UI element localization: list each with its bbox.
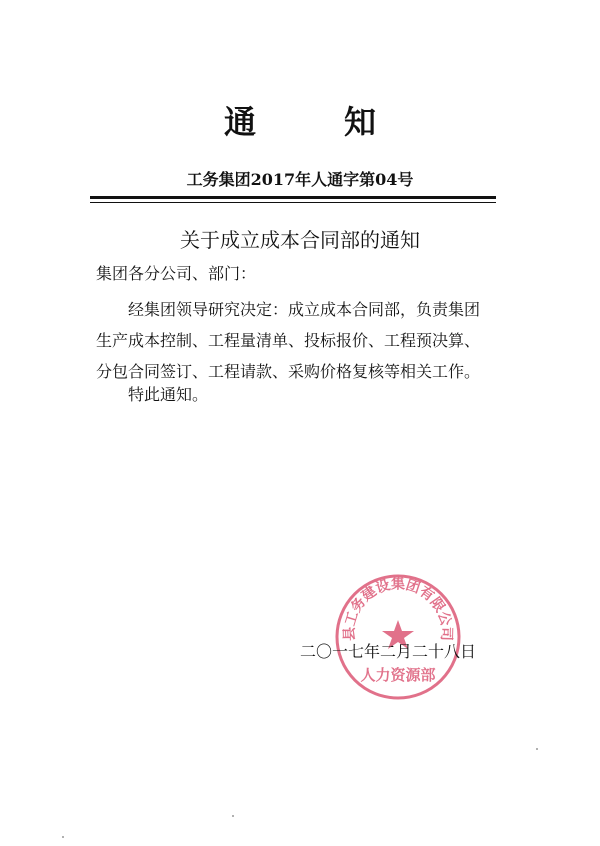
body-line: 生产成本控制、工程量清单、投标报价、工程预决算、 <box>96 331 481 350</box>
scan-speck <box>62 836 64 838</box>
seal-inner-text: 人力资源部 <box>360 666 436 684</box>
body-line: 分包合同签订、工程请款、采购价格复核等相关工作。 <box>96 362 481 381</box>
official-seal <box>333 572 463 702</box>
scan-speck <box>536 748 538 750</box>
addressee: 集团各分公司、部门： <box>96 264 257 283</box>
header-rule-thick <box>90 196 496 199</box>
closing-text: 特此通知。 <box>128 385 209 404</box>
notice-body <box>96 294 500 387</box>
document-title: 通知 <box>223 103 464 141</box>
body-line: 经集团领导研究决定：成立成本合同部，负责集团 <box>128 300 481 319</box>
scan-speck <box>232 815 234 817</box>
seal-outer-text: 县工务建设集团有限公司 <box>341 576 455 642</box>
header-rule-thin <box>90 202 496 203</box>
notice-heading: 关于成立成本合同部的通知 <box>180 228 420 252</box>
issue-date: 二〇一七年二月二十八日 <box>300 642 477 661</box>
document-number: 工务集团2017年人通字第04号 <box>186 170 414 189</box>
